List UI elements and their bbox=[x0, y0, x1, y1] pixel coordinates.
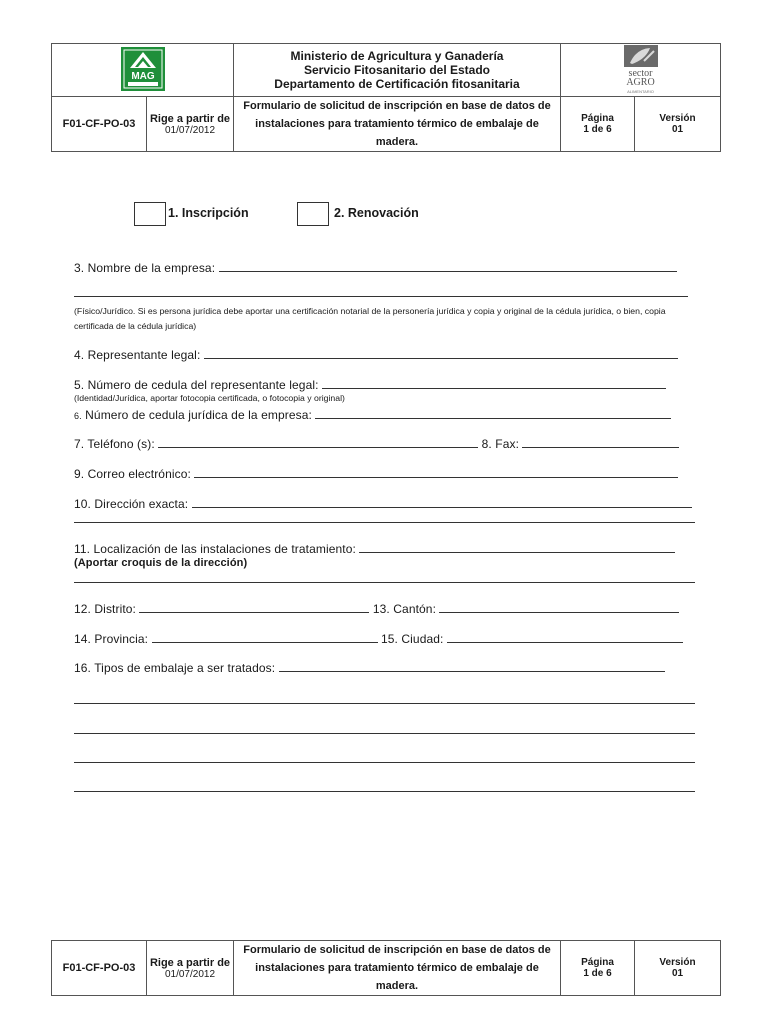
department-name: Departamento de Certificación fitosanitaria bbox=[274, 77, 520, 91]
renovacion-label: 2. Renovación bbox=[334, 206, 419, 220]
field-10-input[interactable] bbox=[192, 496, 692, 508]
footer-page-label: Página bbox=[581, 957, 614, 968]
service-name: Servicio Fitosanitario del Estado bbox=[303, 63, 491, 77]
field-8-input[interactable] bbox=[522, 436, 679, 448]
header-table bbox=[51, 43, 721, 152]
field-8-label: 8. Fax: bbox=[481, 437, 520, 451]
field-12-row bbox=[74, 601, 679, 616]
field-6-number: 6. bbox=[74, 411, 82, 421]
sector-logo-line3: ALIMENTARIO bbox=[627, 88, 654, 94]
footer-rige-date: 01/07/2012 bbox=[164, 968, 216, 980]
field-16-input[interactable] bbox=[279, 660, 665, 672]
form-code: F01-CF-PO-03 bbox=[52, 97, 147, 152]
field-9-row bbox=[74, 466, 678, 481]
version-cell bbox=[635, 97, 721, 152]
inscripcion-label: 1. Inscripción bbox=[168, 206, 249, 220]
field-7-row bbox=[74, 436, 679, 451]
field-14-row bbox=[74, 631, 683, 646]
footer-rige-cell bbox=[147, 941, 234, 996]
field-14-label: 14. Provincia: bbox=[74, 632, 149, 646]
field-7-input[interactable] bbox=[158, 436, 478, 448]
footer-form-code: F01-CF-PO-03 bbox=[52, 941, 147, 996]
field-16-row bbox=[74, 660, 665, 675]
field-10-label: 10. Dirección exacta: bbox=[74, 497, 189, 511]
sector-agro-logo bbox=[624, 45, 658, 96]
field-7-label: 7. Teléfono (s): bbox=[74, 437, 155, 451]
field-12-input[interactable] bbox=[139, 601, 369, 613]
field-5-row bbox=[74, 377, 666, 392]
field-4-row bbox=[74, 347, 678, 362]
field-13-input[interactable] bbox=[439, 601, 679, 613]
field-16-input-line2[interactable] bbox=[74, 703, 695, 704]
field-6-label: Número de cedula jurídica de la empresa: bbox=[85, 408, 312, 422]
field-11-note: (Aportar croquis de la dirección) bbox=[74, 557, 248, 569]
field-6-row bbox=[74, 407, 671, 422]
mag-logo-cell bbox=[52, 44, 234, 97]
field-5-label: 5. Número de cedula del representante legal: bbox=[74, 378, 319, 392]
renovacion-checkbox[interactable] bbox=[297, 202, 329, 226]
field-9-label: 9. Correo electrónico: bbox=[74, 467, 191, 481]
field-14-input[interactable] bbox=[152, 631, 378, 643]
field-4-input[interactable] bbox=[204, 347, 678, 359]
sector-leaf-icon bbox=[624, 45, 658, 67]
rige-cell bbox=[147, 97, 234, 152]
field-16-input-line5[interactable] bbox=[74, 791, 695, 792]
footer-rige-label: Rige a partir de bbox=[149, 956, 231, 969]
footer-version-cell bbox=[635, 941, 721, 996]
sector-logo-line2: AGRO bbox=[626, 76, 655, 88]
footer-table bbox=[51, 940, 721, 996]
rige-date: 01/07/2012 bbox=[164, 124, 216, 136]
ministry-cell bbox=[234, 44, 561, 97]
footer-form-title: Formulario de solicitud de inscripción en base de datos de instalaciones para tratamiento térmico de embalaje de madera. bbox=[234, 941, 561, 996]
field-3-note: (Físico/Jurídico. Si es persona jurídica debe aportar una certificación notarial de la personería jurídica y copia y original de la cédula jurídica, o bien, copia certificada de la cédula jurídica) bbox=[74, 306, 666, 331]
field-3-label: 3. Nombre de la empresa: bbox=[74, 261, 216, 275]
field-3-input-line2[interactable] bbox=[74, 296, 688, 297]
version-label: Versión bbox=[659, 113, 696, 124]
footer-page-value: 1 de 6 bbox=[583, 968, 612, 979]
page-label: Página bbox=[581, 113, 614, 124]
field-12-label: 12. Distrito: bbox=[74, 602, 136, 616]
field-11-label: 11. Localización de las instalaciones de tratamiento: bbox=[74, 542, 356, 556]
field-5-input[interactable] bbox=[322, 377, 666, 389]
inscripcion-checkbox[interactable] bbox=[134, 202, 166, 226]
footer-version-label: Versión bbox=[659, 957, 696, 968]
field-11-input[interactable] bbox=[359, 541, 675, 553]
field-13-label: 13. Cantón: bbox=[372, 602, 437, 616]
field-5-note: (Identidad/Jurídica, aportar fotocopia certificada, o fotocopia y original) bbox=[74, 393, 345, 403]
field-15-label: 15. Ciudad: bbox=[380, 632, 444, 646]
mag-logo-text: MAG bbox=[130, 70, 155, 82]
ministry-name: Ministerio de Agricultura y Ganadería bbox=[290, 49, 504, 63]
sector-logo-line1: sector bbox=[628, 67, 653, 79]
field-16-label: 16. Tipos de embalaje a ser tratados: bbox=[74, 661, 276, 675]
sector-logo-cell bbox=[561, 44, 721, 97]
field-3-row bbox=[74, 260, 677, 275]
field-15-input[interactable] bbox=[447, 631, 683, 643]
field-11-input-line2[interactable] bbox=[74, 582, 695, 583]
form-title: Formulario de solicitud de inscripción en base de datos de instalaciones para tratamiento térmico de embalaje de madera. bbox=[234, 97, 561, 152]
version-value: 01 bbox=[671, 124, 684, 135]
page-cell bbox=[561, 97, 635, 152]
field-9-input[interactable] bbox=[194, 466, 678, 478]
field-6-input[interactable] bbox=[315, 407, 671, 419]
field-4-label: 4. Representante legal: bbox=[74, 348, 201, 362]
page-value: 1 de 6 bbox=[583, 124, 612, 135]
field-16-input-line3[interactable] bbox=[74, 733, 695, 734]
field-11-row bbox=[74, 541, 675, 556]
rige-label: Rige a partir de bbox=[149, 112, 231, 125]
mag-logo bbox=[120, 46, 166, 92]
field-10-row bbox=[74, 496, 692, 511]
field-3-input[interactable] bbox=[219, 260, 677, 272]
footer-version-value: 01 bbox=[671, 968, 684, 979]
footer-page-cell bbox=[561, 941, 635, 996]
field-16-input-line4[interactable] bbox=[74, 762, 695, 763]
field-10-input-line2[interactable] bbox=[74, 522, 695, 523]
